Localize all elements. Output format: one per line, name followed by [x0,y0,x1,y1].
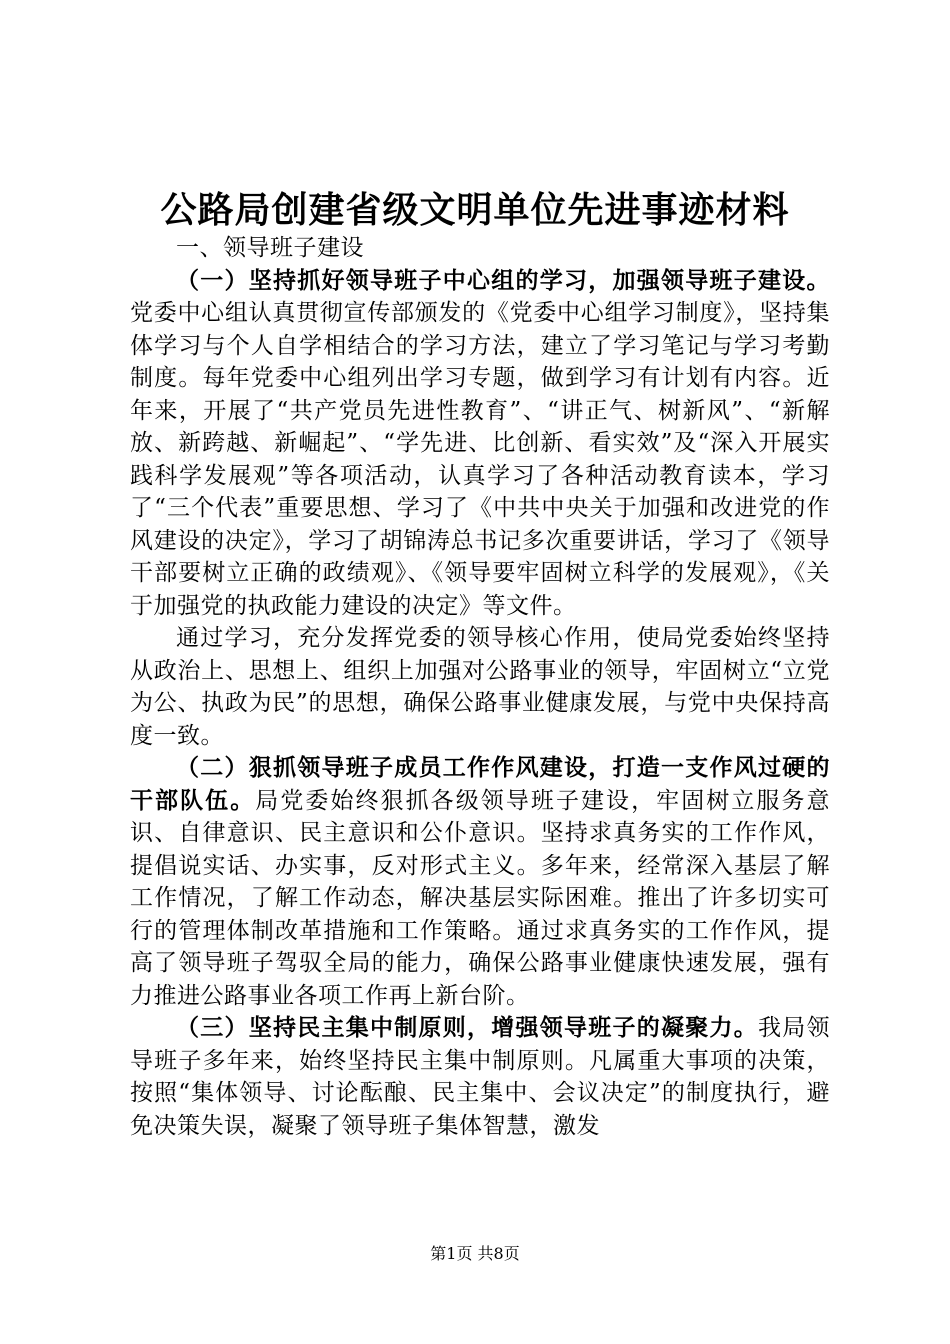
paragraph-text: 我局领导班子多年来，始终坚持民主集中制原则。凡属重大事项的决策，按照“集体领导、讨论酝酿、民主集中、会议决定”的制度执行，避免决策失误，凝聚了领导班子集体智慧，激发 [130,1015,830,1139]
paragraph-text: 局党委始终狠抓各级领导班子建设，牢固树立服务意识、自律意识、民主意识和公仆意识。坚持求真务实的工作作风，提倡说实话、办实事，反对形式主义。多年来，经常深入基层了解工作情况，了解工作动态，解决基层实际困难。推出了许多切实可行的管理体制改革措施和工作策略。通过求真务实的工作作风，提高了领导班子驾驭全局的能力，确保公路事业健康快速发展，强有力推进公路事业各项工作再上新台阶。 [130,787,831,1009]
paragraph-3 [130,752,830,1012]
paragraph-text: 党委中心组认真贯彻宣传部颁发的《党委中心组学习制度》，坚持集体学习与个人自学相结合的学习方法，建立了学习笔记与学习考勤制度。每年党委中心组列出学习专题，做到学习有计划有内容。近年来，开展了“共产党员先进性教育”、“讲正气、树新风”、“新解放、新跨越、新崛起”、“学先进、比创新、看实效”及“深入开展实践科学发展观”等各项活动，认真学习了各种活动教育读本，学习了“三个代表”重要思想、学习了《中共中央关于加强和改进党的作风建设的决定》，学习了胡锦涛总书记多次重要讲话，学习了《领导干部要树立正确的政绩观》、《领导要牢固树立科学的发展观》，《关于加强党的执政能力建设的决定》等文件。 [130,300,830,619]
document-body [130,232,830,1142]
document-title: 公路局创建省级文明单位先进事迹材料 [160,189,790,231]
paragraph-text: 通过学习，充分发挥党委的领导核心作用，使局党委始终坚持从政治上、思想上、组织上加强对公路事业的领导，牢固树立“立党为公、执政为民”的思想，确保公路事业健康发展，与党中央保持高度一致。 [130,625,830,749]
paragraph-lead: （二）狠抓领导班子成员工作作风建设，打造一支作风过硬的干部队伍。 [130,754,830,814]
page-number: 第1页 共8页 [430,1244,520,1263]
paragraph-4 [130,1012,830,1142]
paragraph-1 [130,265,830,623]
paragraph-2 [130,622,830,752]
section-heading: 一、领导班子建设 [176,235,364,261]
paragraph-lead: （一）坚持抓好领导班子中心组的学习，加强领导班子建设。 [176,266,830,294]
paragraph-lead: （三）坚持民主集中制原则，增强领导班子的凝聚力。 [176,1014,758,1041]
